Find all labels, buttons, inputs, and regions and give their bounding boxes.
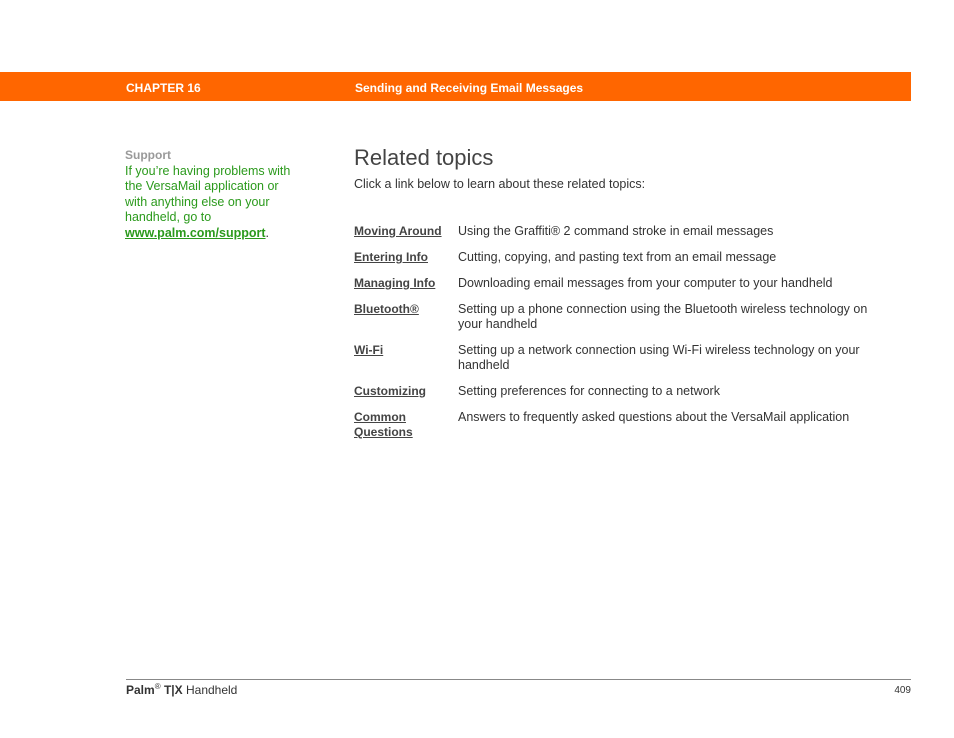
footer-brand: Palm — [126, 683, 155, 697]
topic-desc: Cutting, copying, and pasting text from an email message — [458, 250, 777, 264]
topic-link-entering-info[interactable]: Entering Info — [354, 250, 428, 264]
sidebar-period: . — [265, 225, 270, 240]
topic-row — [354, 224, 884, 239]
footer-model: T|X — [163, 683, 183, 697]
intro-text: Click a link below to learn about these related topics: — [354, 177, 646, 191]
topic-desc: Setting preferences for connecting to a network — [458, 384, 720, 398]
topic-desc: Using the Graffiti® 2 command stroke in email messages — [458, 224, 774, 238]
topic-desc: Downloading email messages from your computer to your handheld — [458, 276, 833, 290]
footer-divider — [126, 679, 911, 680]
footer-registered-mark: ® — [154, 682, 161, 691]
sidebar-body — [125, 164, 300, 242]
topic-row — [354, 384, 884, 399]
page-title: Related topics — [354, 145, 494, 170]
topic-link-moving-around[interactable]: Moving Around — [354, 224, 442, 238]
chapter-title: Sending and Receiving Email Messages — [355, 81, 584, 95]
topic-link-wi-fi[interactable]: Wi-Fi — [354, 343, 384, 357]
topic-link-customizing[interactable]: Customizing — [354, 384, 426, 398]
topic-link-managing-info[interactable]: Managing Info — [354, 276, 436, 290]
page-number: 409 — [894, 685, 911, 696]
chapter-label: CHAPTER 16 — [126, 81, 201, 95]
topic-row — [354, 410, 884, 440]
topic-desc: Answers to frequently asked questions about the VersaMail application — [458, 410, 850, 424]
main-content — [354, 145, 884, 191]
support-link[interactable]: www.palm.com/support — [125, 225, 266, 240]
sidebar-heading: Support — [125, 148, 171, 162]
topic-row — [354, 276, 884, 291]
sidebar-text: If you’re having problems with the VersaMail application or with anything else on your handheld, go to — [125, 163, 291, 224]
chapter-header-bar — [0, 72, 911, 101]
topic-row — [354, 250, 884, 265]
topic-row — [354, 302, 884, 332]
footer-product — [126, 683, 237, 697]
topic-row — [354, 343, 884, 373]
topic-desc: Setting up a phone connection using the Bluetooth wireless technology on your handheld — [458, 302, 868, 331]
topic-link-common-questions[interactable]: Common Questions — [354, 410, 413, 439]
support-sidebar — [125, 148, 300, 241]
footer-product-name: Handheld — [185, 683, 238, 697]
topic-desc: Setting up a network connection using Wi-Fi wireless technology on your handheld — [458, 343, 860, 372]
related-topics-list — [354, 224, 884, 451]
topic-link-bluetooth[interactable]: Bluetooth® — [354, 302, 419, 316]
